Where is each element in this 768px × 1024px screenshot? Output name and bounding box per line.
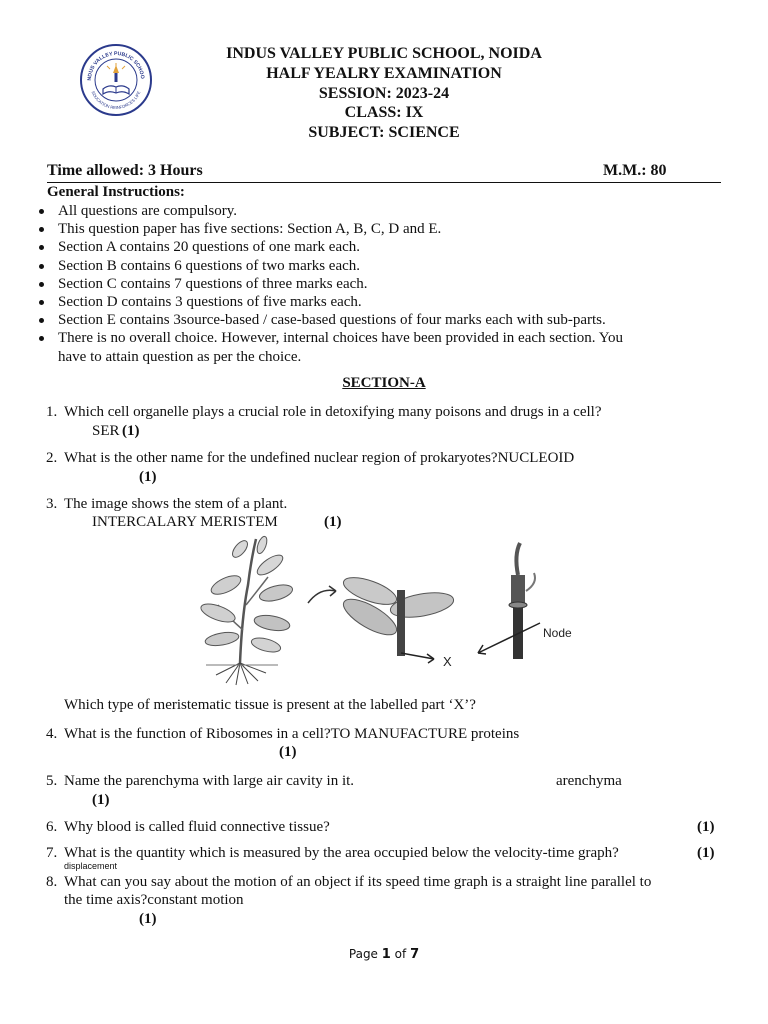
instructions-list — [58, 202, 728, 366]
max-marks: M.M.: 80 — [603, 162, 667, 179]
instruction-item: All questions are compulsory. — [58, 202, 728, 220]
footer-of: of — [394, 947, 407, 961]
q4-text: What is the function of Ribosomes in a cell?TO MANUFACTURE proteins — [64, 726, 520, 742]
whole-plant-illustration — [199, 535, 295, 685]
footer-page-number: 1 — [381, 947, 391, 962]
section-title: SECTION-A — [342, 375, 426, 391]
q2-number: 2. — [46, 450, 58, 466]
q5-number: 5. — [46, 773, 58, 789]
q6-marks: (1) — [697, 819, 715, 835]
q6-number: 6. — [46, 819, 58, 835]
q2-marks: (1) — [139, 469, 157, 485]
logo-text-top: NDUS VALLEY PUBLIC SCHOO — [86, 50, 146, 81]
label-x: X — [443, 654, 452, 669]
q3-marks: (1) — [324, 514, 342, 530]
q8-marks: (1) — [139, 911, 157, 927]
q3-answer: INTERCALARY MERISTEM — [92, 514, 278, 530]
q5-marks: (1) — [92, 792, 110, 808]
q5-answer: arenchyma — [556, 773, 622, 789]
footer-total-pages: 7 — [410, 947, 420, 962]
instruction-item: Section D contains 3 questions of five marks each. — [58, 293, 728, 311]
instructions-title: General Instructions: — [47, 184, 185, 200]
footer-prefix: Page — [348, 947, 378, 961]
q8-text-line2: the time axis?constant motion — [64, 892, 244, 908]
instruction-item: This question paper has five sections: Section A, B, C, D and E. — [58, 220, 728, 238]
book-icon — [103, 86, 129, 94]
instruction-item-continued: have to attain question as per the choice. — [58, 348, 302, 365]
q1-answer: SER — [92, 423, 120, 439]
q4-number: 4. — [46, 726, 58, 742]
node-stem-illustration — [478, 543, 540, 659]
class: CLASS: IX — [344, 104, 424, 121]
q3-text: The image shows the stem of a plant. — [64, 496, 288, 512]
stem-segment-illustration — [339, 572, 456, 663]
exam-title: HALF YEALRY EXAMINATION — [266, 65, 502, 82]
subject: SUBJECT: SCIENCE — [308, 124, 460, 141]
q4-marks: (1) — [279, 744, 297, 760]
page-footer — [0, 947, 768, 962]
logo-text-bottom: EDUCATION REINFORCES LIFE — [90, 90, 142, 111]
q3-number: 3. — [46, 496, 58, 512]
q7-text: What is the quantity which is measured by the area occupied below the velocity-time graph? — [64, 845, 619, 861]
q1-number: 1. — [46, 404, 58, 420]
instruction-item: There is no overall choice. However, internal choices have been provided in each section. You — [58, 329, 728, 347]
q5-text: Name the parenchyma with large air cavity in it. — [64, 773, 355, 789]
q6-text: Why blood is called fluid connective tissue? — [64, 819, 330, 835]
time-allowed: Time allowed: 3 Hours — [47, 162, 203, 179]
plant-stem-figure — [196, 535, 588, 687]
q8-text-line1: What can you say about the motion of an object if its speed time graph is a straight line parallel to — [64, 874, 652, 890]
q7-number: 7. — [46, 845, 58, 861]
school-logo — [79, 43, 153, 117]
q2-text: What is the other name for the undefined nuclear region of prokaryotes?NUCLEOID — [64, 450, 575, 466]
instruction-item: Section C contains 7 questions of three marks each. — [58, 275, 728, 293]
q8-number: 8. — [46, 874, 58, 890]
q7-answer: displacement — [64, 861, 118, 871]
q3-question: Which type of meristematic tissue is present at the labelled part ‘X’? — [64, 697, 476, 713]
q7-marks: (1) — [697, 845, 715, 861]
label-node: Node — [543, 626, 572, 640]
q1-marks: (1) — [122, 423, 140, 439]
school-name: INDUS VALLEY PUBLIC SCHOOL, NOIDA — [226, 45, 542, 62]
instruction-item: Section A contains 20 questions of one mark each. — [58, 238, 728, 256]
session: SESSION: 2023-24 — [318, 85, 450, 102]
q1-text: Which cell organelle plays a crucial role in detoxifying many poisons and drugs in a cell? — [64, 404, 602, 420]
time-marks-bar — [47, 162, 721, 183]
instruction-item: Section E contains 3source-based / case-based questions of four marks each with sub-parts. — [58, 311, 728, 329]
instruction-item: Section B contains 6 questions of two marks each. — [58, 257, 728, 275]
